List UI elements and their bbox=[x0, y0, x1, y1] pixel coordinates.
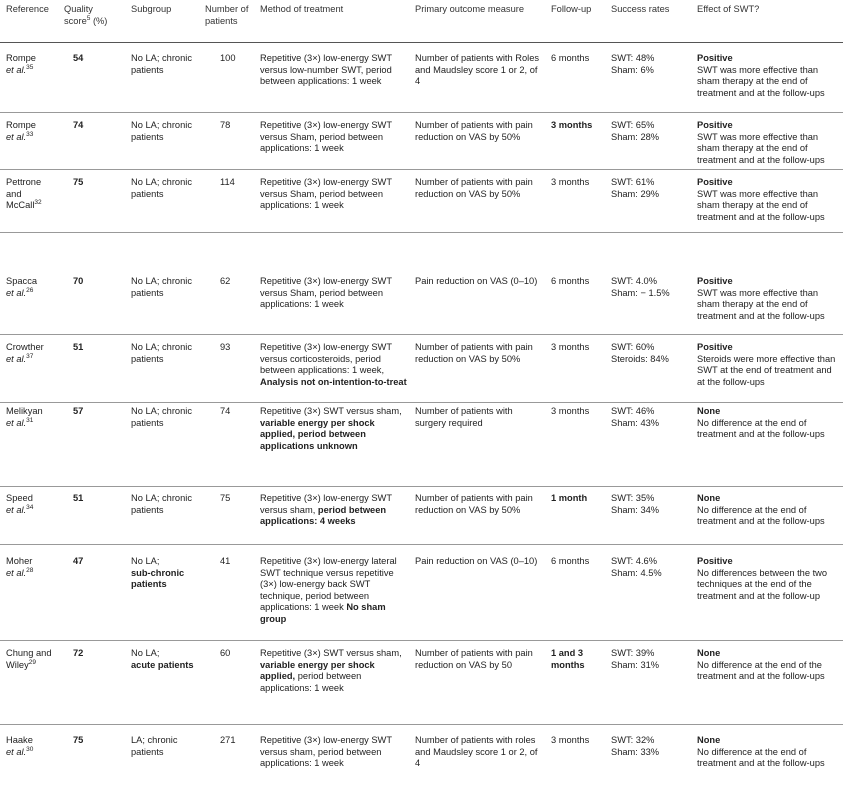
cell-followup: 6 months bbox=[551, 276, 590, 286]
cell-success bbox=[611, 648, 693, 671]
cell-success bbox=[611, 53, 693, 76]
effect-verdict: None bbox=[697, 493, 721, 503]
cell-reference bbox=[6, 342, 58, 365]
cell-method: Repetitive (3×) low-energy SWT versus sham, period between applications: 1 week bbox=[260, 735, 392, 769]
cell-reference bbox=[6, 120, 58, 143]
cell-subgroup: LA; chronic patients bbox=[131, 735, 178, 757]
cell-effect bbox=[697, 406, 841, 441]
cell-followup: 3 months bbox=[551, 406, 590, 416]
ref-etal: et al. bbox=[6, 287, 27, 298]
cell-method bbox=[260, 342, 410, 388]
table-row bbox=[0, 724, 843, 798]
cell-reference bbox=[6, 276, 58, 299]
cell-followup: 3 months bbox=[551, 735, 590, 745]
header-effect: Effect of SWT? bbox=[697, 4, 760, 14]
cell-subgroup: No LA; chronic patients bbox=[131, 342, 192, 364]
cell-outcome: Number of patients with roles and Maudsley score 1 or 2, of 4 bbox=[415, 735, 538, 769]
cell-method: Repetitive (3×) low-energy SWT versus Sham, period between applications: 1 week bbox=[260, 120, 392, 154]
ref-name: Moher bbox=[6, 556, 33, 566]
cell-method: Repetitive (3×) low-energy SWT versus Sham, period between applications: 1 week bbox=[260, 177, 392, 211]
effect-verdict: None bbox=[697, 406, 721, 416]
cell-subgroup bbox=[131, 556, 197, 591]
success-swt: SWT: 46% bbox=[611, 406, 655, 416]
method-text: Repetitive (3×) low-energy lateral SWT technique versus repetitive (3×) low-energy back SWT technique, period between applications: 1 week bbox=[260, 556, 397, 613]
cell-subgroup: No LA; chronic patients bbox=[131, 120, 192, 142]
effect-verdict: Positive bbox=[697, 276, 733, 286]
table-row bbox=[0, 112, 843, 170]
effect-verdict: None bbox=[697, 648, 721, 658]
success-swt: SWT: 61% bbox=[611, 177, 655, 187]
cell-number: 78 bbox=[220, 120, 231, 130]
method-note: variable energy per shock applied, bbox=[260, 659, 375, 682]
success-control: Sham: 31% bbox=[611, 659, 660, 670]
ref-sup: 26 bbox=[26, 286, 34, 294]
cell-effect bbox=[697, 556, 841, 602]
effect-verdict: Positive bbox=[697, 53, 733, 63]
ref-etal: et al. bbox=[6, 504, 27, 515]
cell-number: 114 bbox=[220, 177, 235, 187]
cell-outcome: Number of patients with pain reduction on VAS by 50% bbox=[415, 493, 533, 515]
success-control: Sham: 28% bbox=[611, 131, 660, 142]
cell-outcome: Number of patients with surgery required bbox=[415, 406, 513, 428]
cell-effect bbox=[697, 120, 841, 166]
ref-etal: McCall bbox=[6, 200, 35, 211]
success-swt: SWT: 65% bbox=[611, 120, 655, 130]
success-control: Sham: 34% bbox=[611, 504, 660, 515]
table-row bbox=[0, 640, 843, 725]
method-text: Repetitive (3×) SWT versus sham, bbox=[260, 406, 402, 416]
cell-quality: 54 bbox=[73, 53, 84, 63]
table-row bbox=[0, 486, 843, 545]
effect-text: No difference at the end of treatment and at the follow-ups bbox=[697, 504, 825, 527]
ref-etal: et al. bbox=[6, 353, 27, 364]
header-success: Success rates bbox=[611, 4, 670, 14]
cell-success bbox=[611, 342, 693, 365]
header-quality-label: Quality score bbox=[64, 4, 93, 26]
cell-subgroup bbox=[131, 648, 197, 671]
cell-quality: 70 bbox=[73, 276, 84, 286]
cell-quality: 57 bbox=[73, 406, 84, 416]
cell-number: 62 bbox=[220, 276, 231, 286]
cell-reference bbox=[6, 556, 58, 579]
ref-sup: 28 bbox=[26, 566, 34, 574]
cell-subgroup: No LA; chronic patients bbox=[131, 406, 192, 428]
ref-sup: 37 bbox=[26, 352, 34, 360]
cell-effect bbox=[697, 342, 841, 388]
cell-quality: 51 bbox=[73, 342, 84, 352]
ref-sup: 32 bbox=[34, 199, 42, 207]
ref-etal: et al. bbox=[6, 746, 27, 757]
cell-outcome: Number of patients with pain reduction on VAS by 50 bbox=[415, 648, 533, 670]
effect-text: SWT was more effective than sham therapy at the end of treatment and at the follow-ups bbox=[697, 287, 825, 321]
cell-followup: 1 month bbox=[551, 493, 588, 503]
cell-followup: 1 and 3 months bbox=[551, 648, 585, 670]
cell-outcome: Number of patients with pain reduction on VAS by 50% bbox=[415, 342, 533, 364]
cell-followup: 3 months bbox=[551, 342, 590, 352]
cell-outcome: Number of patients with pain reduction on VAS by 50% bbox=[415, 120, 533, 142]
success-control: Sham: 29% bbox=[611, 188, 660, 199]
cell-number: 93 bbox=[220, 342, 231, 352]
subgroup-text: No LA; bbox=[131, 648, 160, 658]
table-header bbox=[0, 0, 843, 43]
cell-quality: 74 bbox=[73, 120, 84, 130]
cell-effect bbox=[697, 53, 841, 99]
ref-etal: Wiley bbox=[6, 659, 29, 670]
header-quality bbox=[64, 4, 120, 27]
cell-method: Repetitive (3×) low-energy SWT versus low-number SWT, period between applications: 1 week bbox=[260, 53, 392, 87]
effect-verdict: Positive bbox=[697, 120, 733, 130]
effect-text: No differences between the two techniques at the end of the treatment and at the follow-up bbox=[697, 567, 828, 601]
cell-success bbox=[611, 406, 693, 429]
cell-subgroup: No LA; chronic patients bbox=[131, 493, 192, 515]
effect-verdict: Positive bbox=[697, 177, 733, 187]
cell-effect bbox=[697, 648, 841, 683]
method-note: variable energy per shock applied, period between applications unknown bbox=[260, 417, 375, 451]
subgroup-note: sub-chronic patients bbox=[131, 567, 185, 590]
cell-number: 75 bbox=[220, 493, 231, 503]
ref-sup: 30 bbox=[26, 745, 34, 753]
cell-quality: 72 bbox=[73, 648, 84, 658]
effect-text: Steroids were more effective than SWT at the end of treatment and at the follow-ups bbox=[697, 353, 836, 387]
header-outcome: Primary outcome measure bbox=[415, 4, 525, 14]
cell-success bbox=[611, 556, 693, 579]
success-control: Steroids: 84% bbox=[611, 353, 669, 364]
cell-success bbox=[611, 735, 693, 758]
cell-subgroup: No LA; chronic patients bbox=[131, 276, 192, 298]
effect-verdict: None bbox=[697, 735, 721, 745]
effect-text: SWT was more effective than sham therapy at the end of treatment and at the follow-ups bbox=[697, 131, 825, 165]
ref-name: Chung and bbox=[6, 648, 52, 658]
cell-effect bbox=[697, 177, 841, 223]
success-swt: SWT: 32% bbox=[611, 735, 655, 745]
cell-quality: 51 bbox=[73, 493, 84, 503]
effect-text: No difference at the end of treatment and at the follow-ups bbox=[697, 417, 825, 440]
cell-followup: 3 months bbox=[551, 177, 590, 187]
success-swt: SWT: 35% bbox=[611, 493, 655, 503]
cell-success bbox=[611, 276, 693, 299]
cell-reference bbox=[6, 177, 58, 212]
ref-name: Rompe bbox=[6, 120, 36, 130]
cell-followup: 3 months bbox=[551, 120, 593, 130]
ref-sup: 33 bbox=[26, 130, 34, 138]
ref-name: Pettrone and bbox=[6, 177, 42, 199]
cell-success bbox=[611, 120, 693, 143]
ref-sup: 31 bbox=[26, 416, 34, 424]
cell-quality: 47 bbox=[73, 556, 84, 566]
cell-effect bbox=[697, 276, 841, 322]
table-row bbox=[0, 544, 843, 641]
table-row bbox=[0, 402, 843, 487]
cell-effect bbox=[697, 735, 841, 770]
success-swt: SWT: 4.0% bbox=[611, 276, 657, 286]
method-note: No sham group bbox=[260, 602, 386, 624]
method-note: Analysis not on-intention-to-treat bbox=[260, 376, 407, 387]
ref-name: Melikyan bbox=[6, 406, 43, 416]
cell-reference bbox=[6, 735, 58, 758]
cell-reference bbox=[6, 648, 58, 671]
ref-name: Haake bbox=[6, 735, 33, 745]
cell-effect bbox=[697, 493, 841, 528]
cell-followup: 6 months bbox=[551, 53, 590, 63]
header-subgroup: Subgroup bbox=[131, 4, 172, 14]
cell-method bbox=[260, 648, 410, 694]
ref-sup: 35 bbox=[26, 63, 34, 71]
ref-name: Rompe bbox=[6, 53, 36, 63]
success-control: Sham: 6% bbox=[611, 64, 654, 75]
ref-etal: et al. bbox=[6, 64, 27, 75]
cell-success bbox=[611, 493, 693, 516]
cell-quality: 75 bbox=[73, 735, 84, 745]
header-number: Number of patients bbox=[205, 4, 249, 26]
cell-method: Repetitive (3×) low-energy SWT versus Sham, period between applications: 1 week bbox=[260, 276, 392, 310]
cell-followup: 6 months bbox=[551, 556, 590, 566]
cell-subgroup: No LA; chronic patients bbox=[131, 177, 192, 199]
success-swt: SWT: 39% bbox=[611, 648, 655, 658]
success-swt: SWT: 60% bbox=[611, 342, 655, 352]
header-quality-sup: 5 bbox=[86, 14, 91, 22]
table-row bbox=[0, 334, 843, 403]
success-swt: SWT: 4.6% bbox=[611, 556, 657, 566]
subgroup-note: acute patients bbox=[131, 659, 194, 670]
ref-sup: 34 bbox=[26, 503, 34, 511]
header-followup: Follow-up bbox=[551, 4, 592, 14]
subgroup-text: No LA; bbox=[131, 556, 160, 566]
ref-name: Speed bbox=[6, 493, 33, 503]
cell-quality: 75 bbox=[73, 177, 84, 187]
cell-method bbox=[260, 556, 410, 626]
table-row bbox=[0, 43, 843, 113]
header-quality-unit: (%) bbox=[90, 15, 108, 26]
method-text: Repetitive (3×) low-energy SWT versus sham, bbox=[260, 493, 392, 515]
success-control: Sham: − 1.5% bbox=[611, 287, 670, 298]
ref-etal: et al. bbox=[6, 131, 27, 142]
cell-method bbox=[260, 406, 410, 452]
cell-subgroup: No LA; chronic patients bbox=[131, 53, 192, 75]
cell-number: 100 bbox=[220, 53, 236, 63]
method-text: Repetitive (3×) low-energy SWT versus corticosteroids, period between applications: 1 week, bbox=[260, 342, 392, 376]
cell-number: 41 bbox=[220, 556, 231, 566]
ref-sup: 29 bbox=[28, 658, 36, 666]
header-method: Method of treatment bbox=[260, 4, 344, 14]
cell-reference bbox=[6, 406, 58, 429]
effect-text: SWT was more effective than sham therapy at the end of treatment and at the follow-ups bbox=[697, 64, 825, 98]
cell-outcome: Pain reduction on VAS (0–10) bbox=[415, 556, 538, 566]
cell-outcome: Pain reduction on VAS (0–10) bbox=[415, 276, 538, 286]
cell-number: 60 bbox=[220, 648, 231, 658]
cell-reference bbox=[6, 493, 58, 516]
method-note: period between applications: 4 weeks bbox=[260, 504, 387, 527]
success-swt: SWT: 48% bbox=[611, 53, 655, 63]
effect-verdict: Positive bbox=[697, 556, 733, 566]
ref-etal: et al. bbox=[6, 567, 27, 578]
effect-text: SWT was more effective than sham therapy at the end of treatment and at the follow-ups bbox=[697, 188, 825, 222]
table-row bbox=[0, 232, 843, 335]
effect-text: No difference at the end of the treatment and at the follow-ups bbox=[697, 659, 825, 682]
cell-method bbox=[260, 493, 410, 528]
ref-name: Crowther bbox=[6, 342, 44, 352]
ref-etal: et al. bbox=[6, 417, 27, 428]
cell-outcome: Number of patients with Roles and Maudsley score 1 or 2, of 4 bbox=[415, 53, 540, 87]
effect-verdict: Positive bbox=[697, 342, 733, 352]
header-reference: Reference bbox=[6, 4, 49, 14]
method-tail: period between applications: 1 week bbox=[260, 671, 362, 693]
cell-number: 271 bbox=[220, 735, 236, 745]
effect-text: No difference at the end of treatment and at the follow-ups bbox=[697, 746, 825, 769]
cell-success bbox=[611, 177, 693, 200]
ref-name: Spacca bbox=[6, 276, 38, 286]
cell-number: 74 bbox=[220, 406, 231, 416]
success-control: Sham: 4.5% bbox=[611, 567, 662, 578]
table-row bbox=[0, 169, 843, 233]
success-control: Sham: 33% bbox=[611, 746, 660, 757]
cell-outcome: Number of patients with pain reduction on VAS by 50% bbox=[415, 177, 533, 199]
success-control: Sham: 43% bbox=[611, 417, 660, 428]
cell-reference bbox=[6, 53, 58, 76]
method-text: Repetitive (3×) SWT versus sham, bbox=[260, 648, 402, 658]
